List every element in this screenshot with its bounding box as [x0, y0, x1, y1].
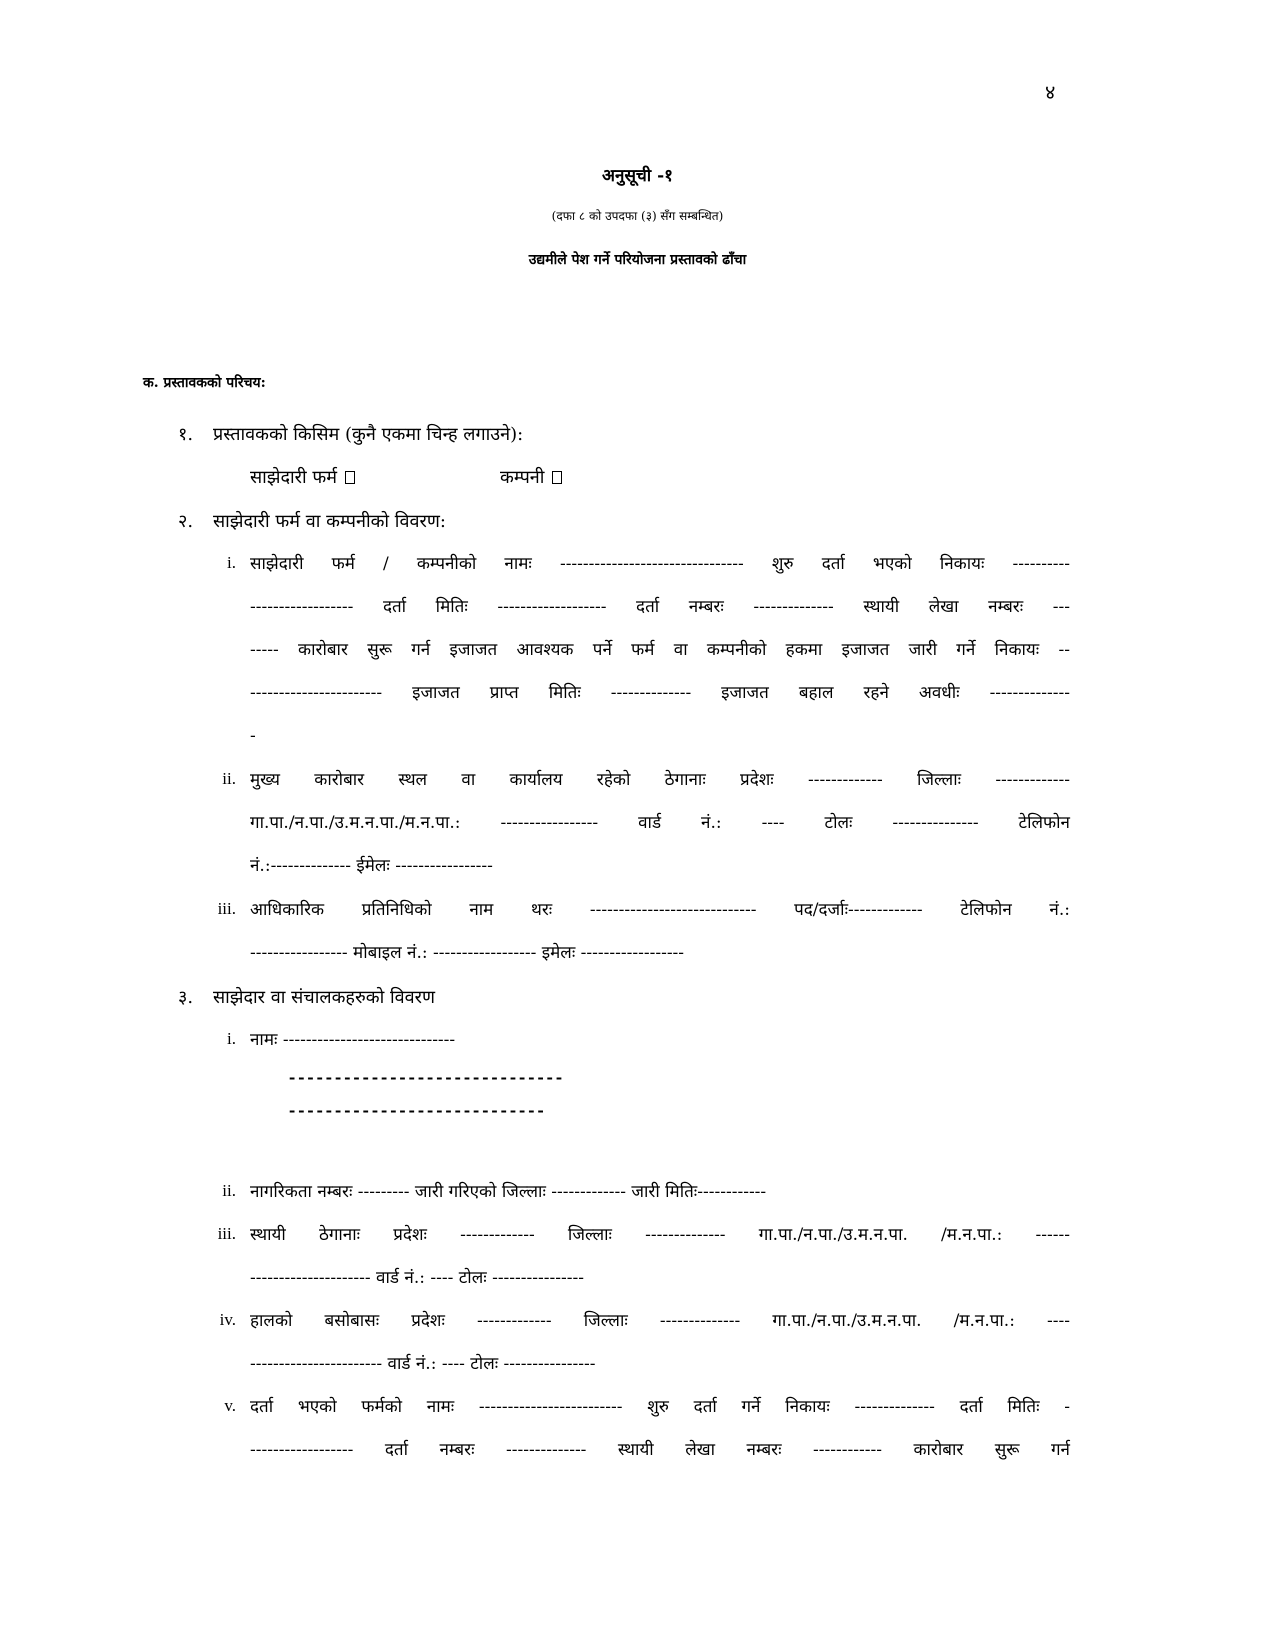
item-2-iii-line: आधिकारिक प्रतिनिधिको नाम थरः ----------------------------- पद/दर्जाः------------- टेलिफोन नं.:: [250, 900, 1070, 920]
item-2-iii-label: iii.: [217, 899, 236, 918]
name-extra-line-2: ----------------------------: [287, 1103, 545, 1122]
item-3-ii-line: नागरिकता नम्बरः --------- जारी गरिएको जिल्लाः ------------- जारी मितिः------------: [250, 1182, 767, 1202]
item-2-ii-line: नं.:-------------- ईमेलः -----------------: [250, 856, 493, 876]
item-3-iv-line: ----------------------- वार्ड नं.: ---- टोलः ----------------: [250, 1354, 596, 1374]
subtitle: (दफा ८ को उपदफा (३) सँग सम्बन्धित): [551, 209, 724, 223]
item-3-v-line: दर्ता भएको फर्मको नामः ------------------------- शुरु दर्ता गर्ने निकायः -------------- दर्ता मितिः -: [250, 1397, 1070, 1417]
option-partnership-firm[interactable]: [250, 465, 355, 489]
item-3-text: साझेदार वा संचालकहरुको विवरण: [213, 987, 436, 1008]
form-heading: उद्यमीले पेश गर्ने परियोजना प्रस्तावको ढाँचा: [528, 252, 747, 268]
item-2-ii-line: मुख्य कारोबार स्थल वा कार्यालय रहेको ठेगानाः प्रदेशः ------------- जिल्लाः -------------: [250, 770, 1070, 790]
section-heading: क. प्रस्तावकको परिचय:: [143, 375, 266, 391]
item-3-i-line: नामः ------------------------------: [250, 1030, 456, 1050]
item-3-iv-line: हालको बसोबासः प्रदेशः ------------- जिल्लाः -------------- गा.पा./न.पा./उ.म.न.पा. /म.न.पा.: ----: [250, 1311, 1070, 1331]
item-3-iv-label: iv.: [219, 1310, 236, 1329]
item-1-text: प्रस्तावकको किसिम (कुनै एकमा चिन्ह लगाउने):: [213, 424, 524, 445]
name-extra-line-1: ------------------------------: [287, 1070, 564, 1089]
option-partnership-firm-label: साझेदारी फर्म: [250, 467, 338, 488]
option-company-label: कम्पनी: [500, 467, 545, 488]
item-2-i-line: साझेदारी फर्म / कम्पनीको नामः -------------------------------- शुरु दर्ता भएको निकायः ----------: [250, 554, 1070, 574]
item-1-number: १.: [178, 424, 194, 445]
item-2-ii-label: ii.: [222, 769, 236, 788]
page-title: अनुसूची -१: [602, 166, 673, 186]
item-2-number: २.: [178, 511, 194, 532]
item-2-i-line: ------------------ दर्ता मितिः ------------------- दर्ता नम्बरः -------------- स्थायी लेखा नम्बरः ---: [250, 597, 1070, 617]
item-3-iii-label: iii.: [217, 1224, 236, 1243]
item-2-iii-line: ----------------- मोबाइल नं.: ------------------ इमेलः ------------------: [250, 943, 685, 963]
item-3-v-line: ------------------ दर्ता नम्बरः -------------- स्थायी लेखा नम्बरः ------------ कारोबार सुरू गर्न: [250, 1440, 1070, 1460]
item-2-ii-line: गा.पा./न.पा./उ.म.न.पा./म.न.पा.: ----------------- वार्ड नं.: ---- टोलः --------------- टेलिफोन: [250, 813, 1070, 833]
option-company[interactable]: [500, 465, 562, 489]
item-2-i-line: ----------------------- इजाजत प्राप्त मितिः -------------- इजाजत बहाल रहने अवधीः --------------: [250, 683, 1070, 703]
page-number: ४: [1045, 80, 1056, 104]
item-3-iii-line: स्थायी ठेगानाः प्रदेशः ------------- जिल्लाः -------------- गा.पा./न.पा./उ.म.न.पा. /म.न.पा.: ------: [250, 1225, 1070, 1245]
partnership-firm-checkbox[interactable]: [345, 471, 355, 484]
company-checkbox[interactable]: [552, 471, 562, 484]
item-2-i-label: i.: [227, 553, 236, 572]
item-3-v-label: v.: [224, 1396, 236, 1415]
item-3-i-label: i.: [227, 1029, 236, 1048]
item-2-text: साझेदारी फर्म वा कम्पनीको विवरण:: [213, 511, 446, 532]
item-2-i-line: -: [250, 726, 256, 746]
item-3-iii-line: --------------------- वार्ड नं.: ---- टोलः ----------------: [250, 1268, 584, 1288]
item-3-ii-label: ii.: [222, 1181, 236, 1200]
item-3-number: ३.: [178, 987, 194, 1008]
item-2-i-line: ----- कारोबार सुरू गर्न इजाजत आवश्यक पर्ने फर्म वा कम्पनीको हकमा इजाजत जारी गर्ने निकायः --: [250, 640, 1070, 660]
